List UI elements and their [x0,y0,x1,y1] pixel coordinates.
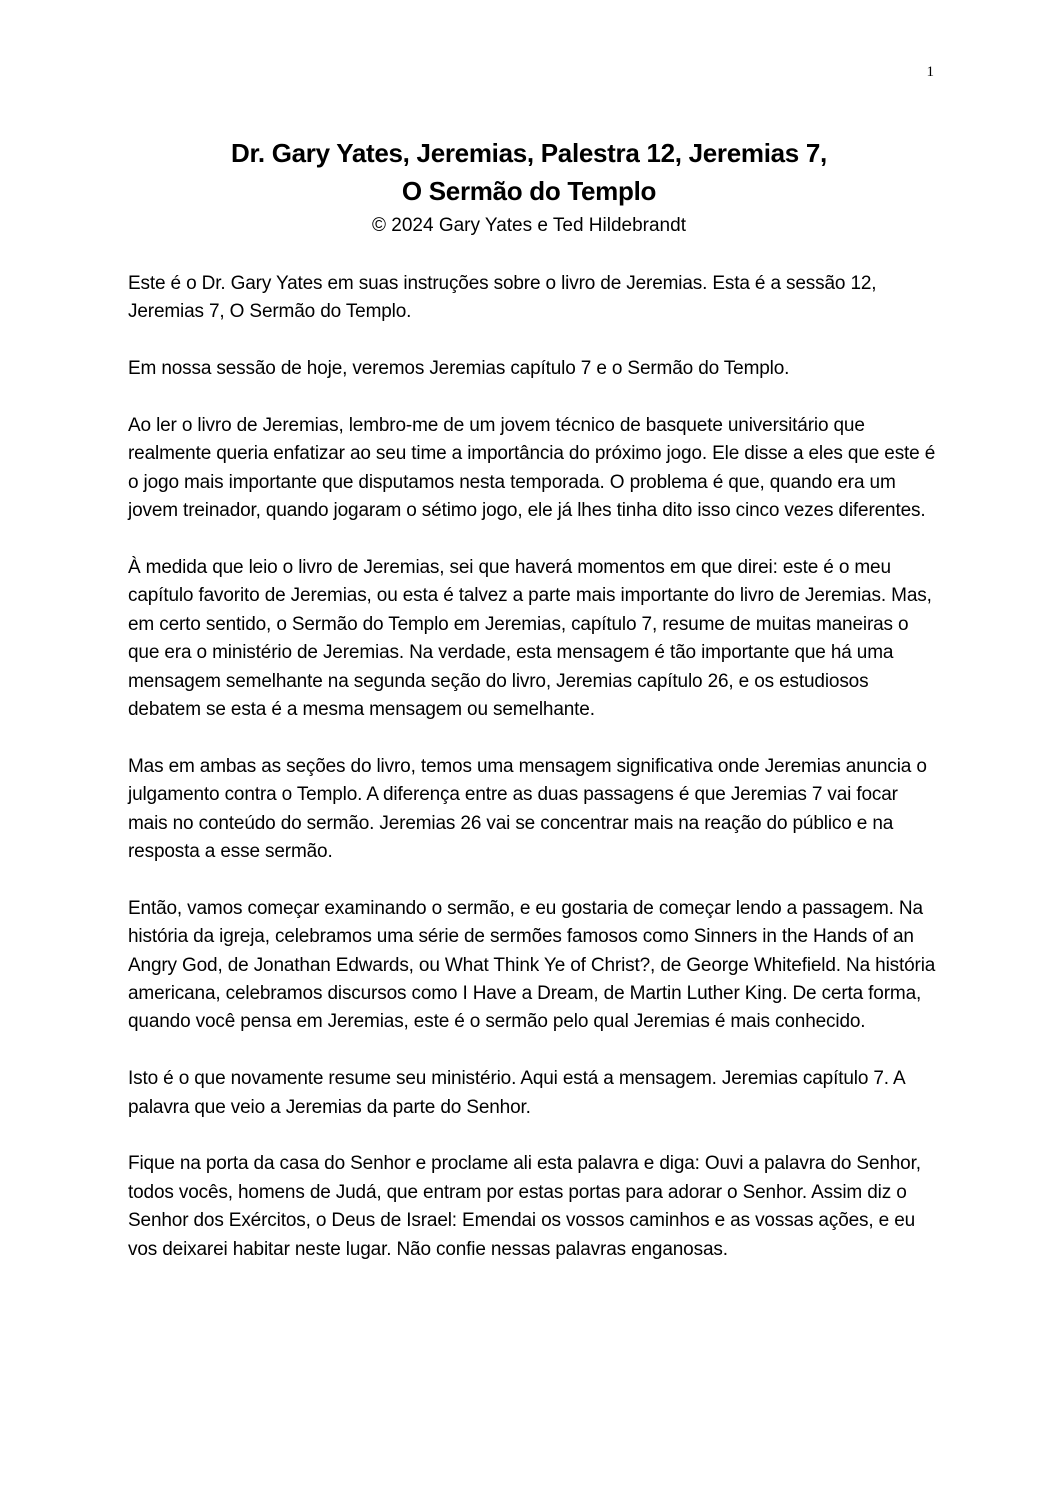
paragraph: Então, vamos começar examinando o sermão, e eu gostaria de começar lendo a passagem. Na história da igreja, celebramos uma série de sermões famosos como Sinners in the Hands of an Angry God, de Jonathan Edwards, ou What Think Ye of Christ?, de George Whitefield. Na história americana, celebramos discursos como I Have a Dream, de Martin Luther King. De certa forma, quando você pensa em Jeremias, este é o sermão pelo qual Jeremias é mais conhecido. [128,897,936,1033]
page-title-line-1: Dr. Gary Yates, Jeremias, Palestra 12, Jeremias 7, [231,138,827,168]
paragraph: Isto é o que novamente resume seu ministério. Aqui está a mensagem. Jeremias capítulo 7. A palavra que veio a Jeremias da parte do Senhor. [128,1068,905,1118]
page-title-line-2: O Sermão do Templo [401,176,657,206]
page-number: 1 [926,64,934,80]
paragraph: Fique na porta da casa do Senhor e proclame ali esta palavra e diga: Ouvi a palavra do Senhor, todos vocês, homens de Judá, que entram por estas portas para adorar o Senhor. Assim diz o Senhor dos Exércitos, o Deus de Israel: Emendai os vossos caminhos e as vossas ações, e eu vos deixarei habitar neste lugar. Não confie nessas palavras enganosas. [128,1153,921,1260]
document-body [128,270,938,1293]
copyright-line: © 2024 Gary Yates e Ted Hildebrandt [372,215,686,236]
paragraph: Mas em ambas as seções do livro, temos uma mensagem significativa onde Jeremias anuncia o julgamento contra o Templo. A diferença entre as duas passagens é que Jeremias 7 vai focar mais no conteúdo do sermão. Jeremias 26 vai se concentrar mais na reação do público e na resposta a esse sermão. [128,755,927,863]
paragraph: Este é o Dr. Gary Yates em suas instruções sobre o livro de Jeremias. Esta é a sessão 12, Jeremias 7, O Sermão do Templo. [128,273,877,323]
paragraph: Em nossa sessão de hoje, veremos Jeremias capítulo 7 e o Sermão do Templo. [128,358,790,380]
paragraph: À medida que leio o livro de Jeremias, sei que haverá momentos em que direi: este é o meu capítulo favorito de Jeremias, ou esta é talvez a parte mais importante do livro de Jeremias. Mas, em certo sentido, o Sermão do Templo em Jeremias, capítulo 7, resume de muitas maneiras o que era o ministério de Jeremias. Na verdade, esta mensagem é tão importante que há uma mensagem semelhante na segunda seção do livro, Jeremias capítulo 26, e os estudiosos debatem se esta é a mesma mensagem ou semelhante. [128,557,932,721]
paragraph: Ao ler o livro de Jeremias, lembro-me de um jovem técnico de basquete universitário que realmente queria enfatizar ao seu time a importância do próximo jogo. Ele disse a eles que este é o jogo mais importante que disputamos nesta temporada. O problema é que, quando era um jovem treinador, quando jogaram o sétimo jogo, ele já lhes tinha dito isso cinco vezes diferentes. [128,415,936,522]
title-block [0,134,1058,240]
